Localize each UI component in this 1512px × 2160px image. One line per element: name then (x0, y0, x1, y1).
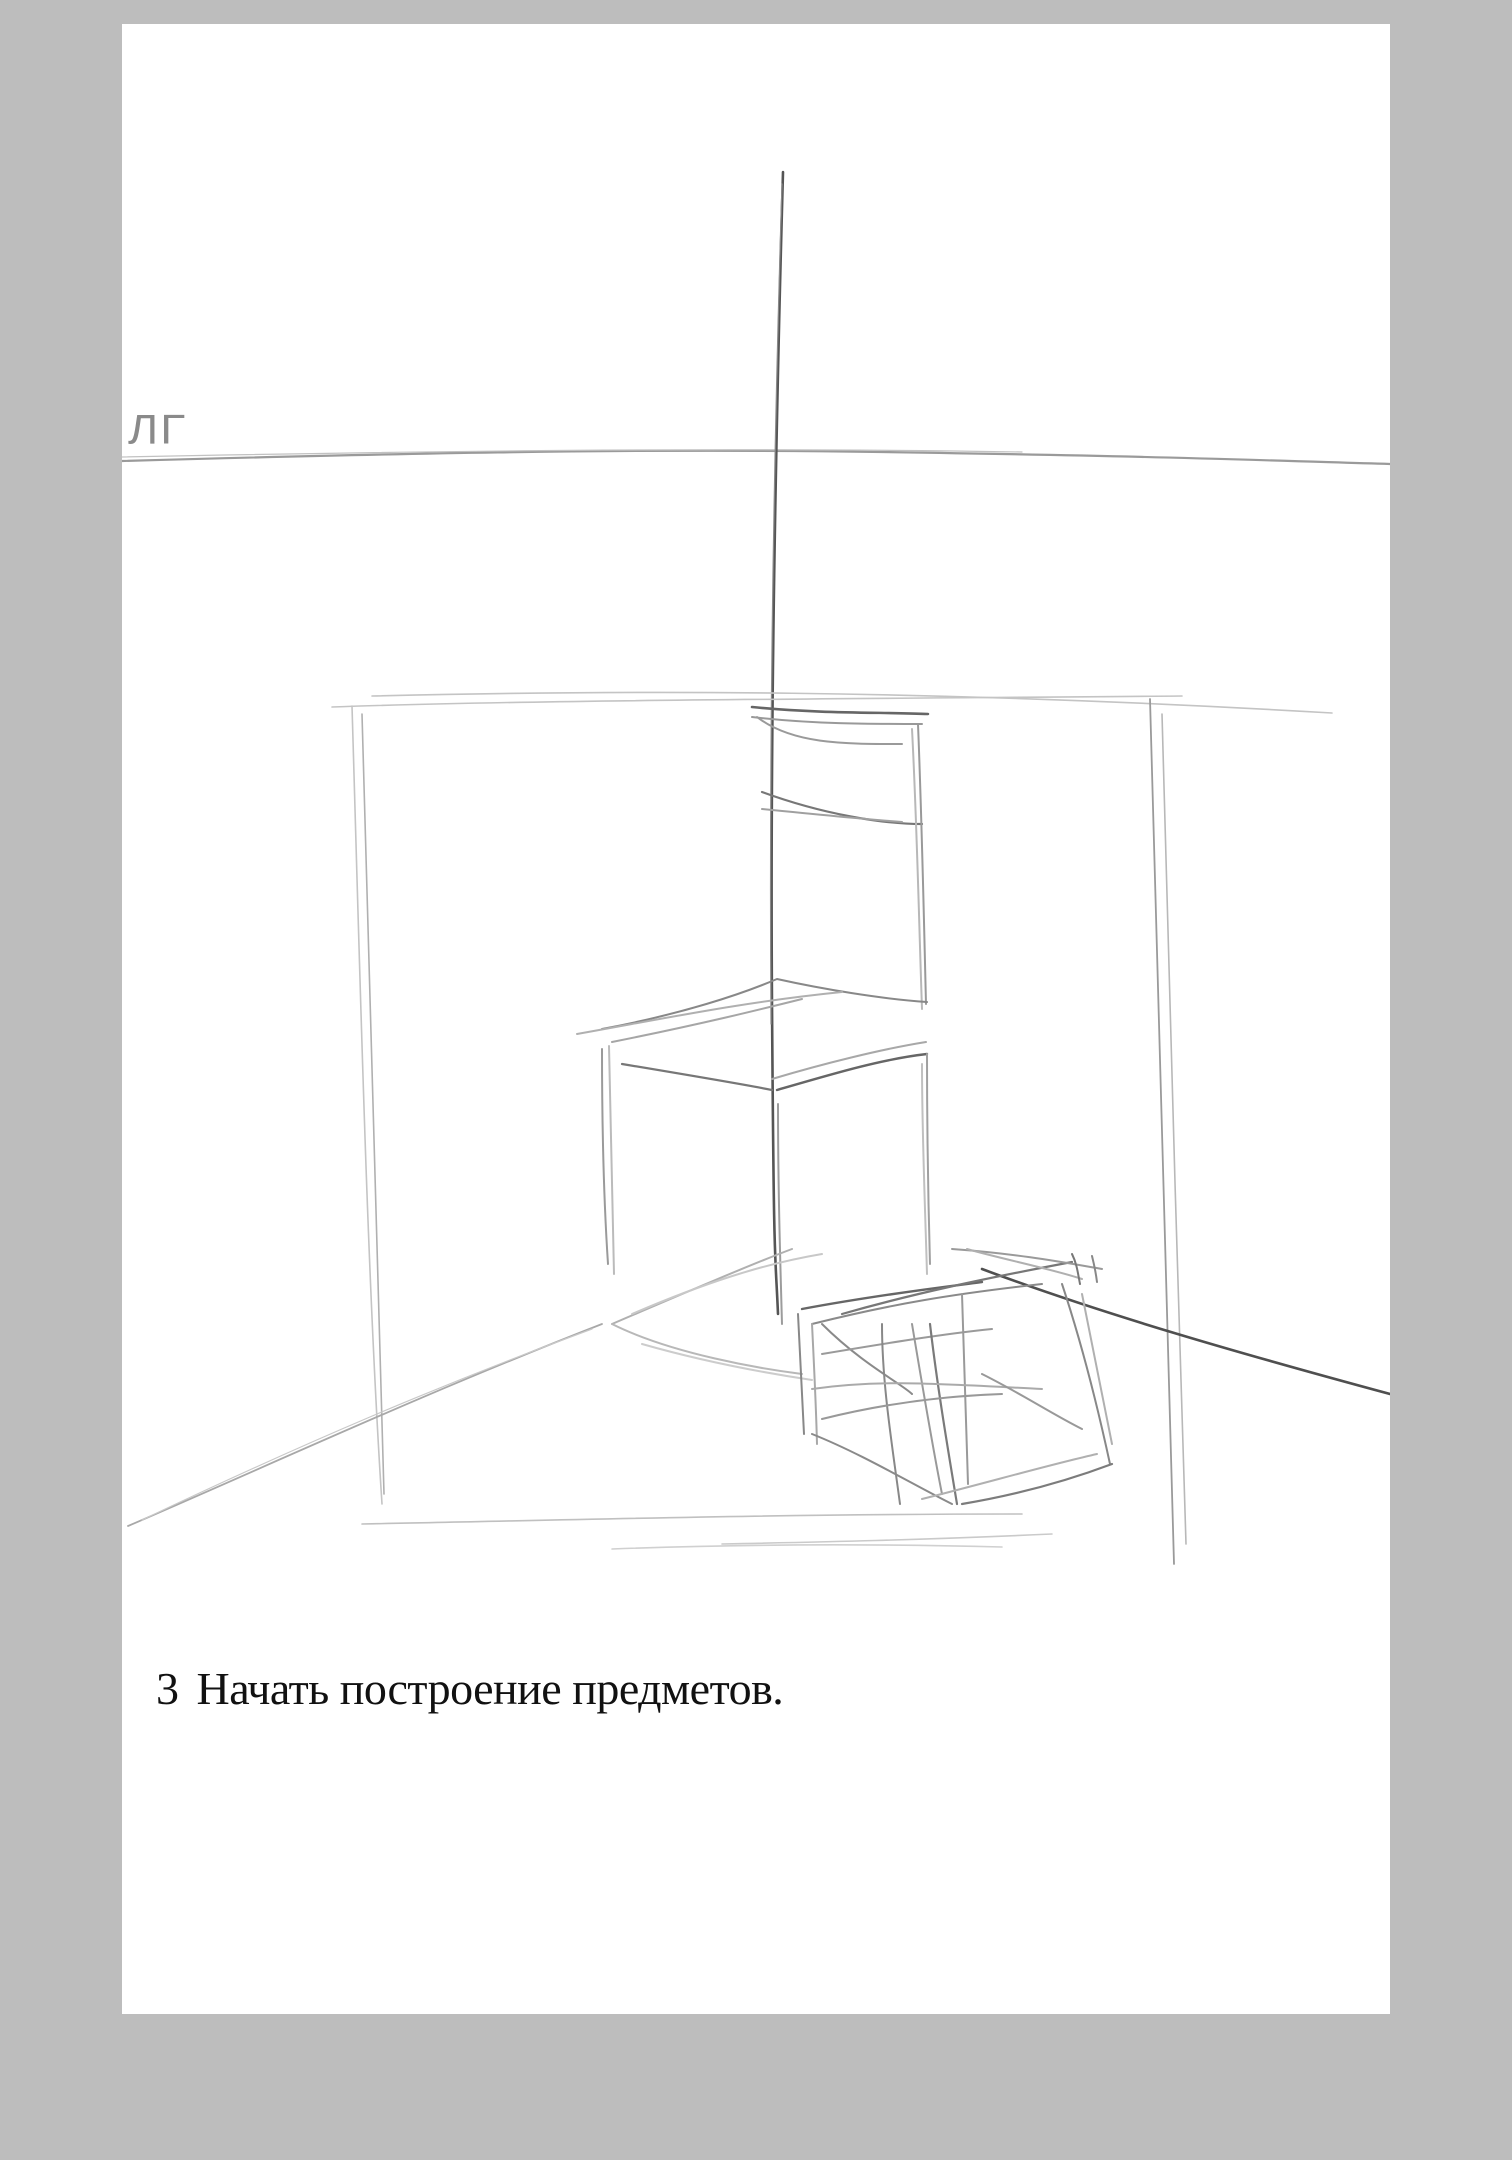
box-sketch (798, 1249, 1112, 1504)
floor-line-left (128, 1324, 602, 1526)
floor-line-right (982, 1269, 1390, 1394)
perspective-sketch (122, 24, 1390, 2014)
horizon-label: ЛГ (128, 405, 188, 453)
step-caption (156, 1662, 783, 1715)
vertical-axis-line (771, 172, 783, 1314)
wall-outline (332, 692, 1332, 1564)
chair-sketch (577, 707, 930, 1380)
step-text: Начать построение предметов. (196, 1663, 784, 1714)
horizon-line (122, 450, 1390, 464)
step-number: 3 (156, 1663, 179, 1714)
document-page (122, 24, 1390, 2014)
